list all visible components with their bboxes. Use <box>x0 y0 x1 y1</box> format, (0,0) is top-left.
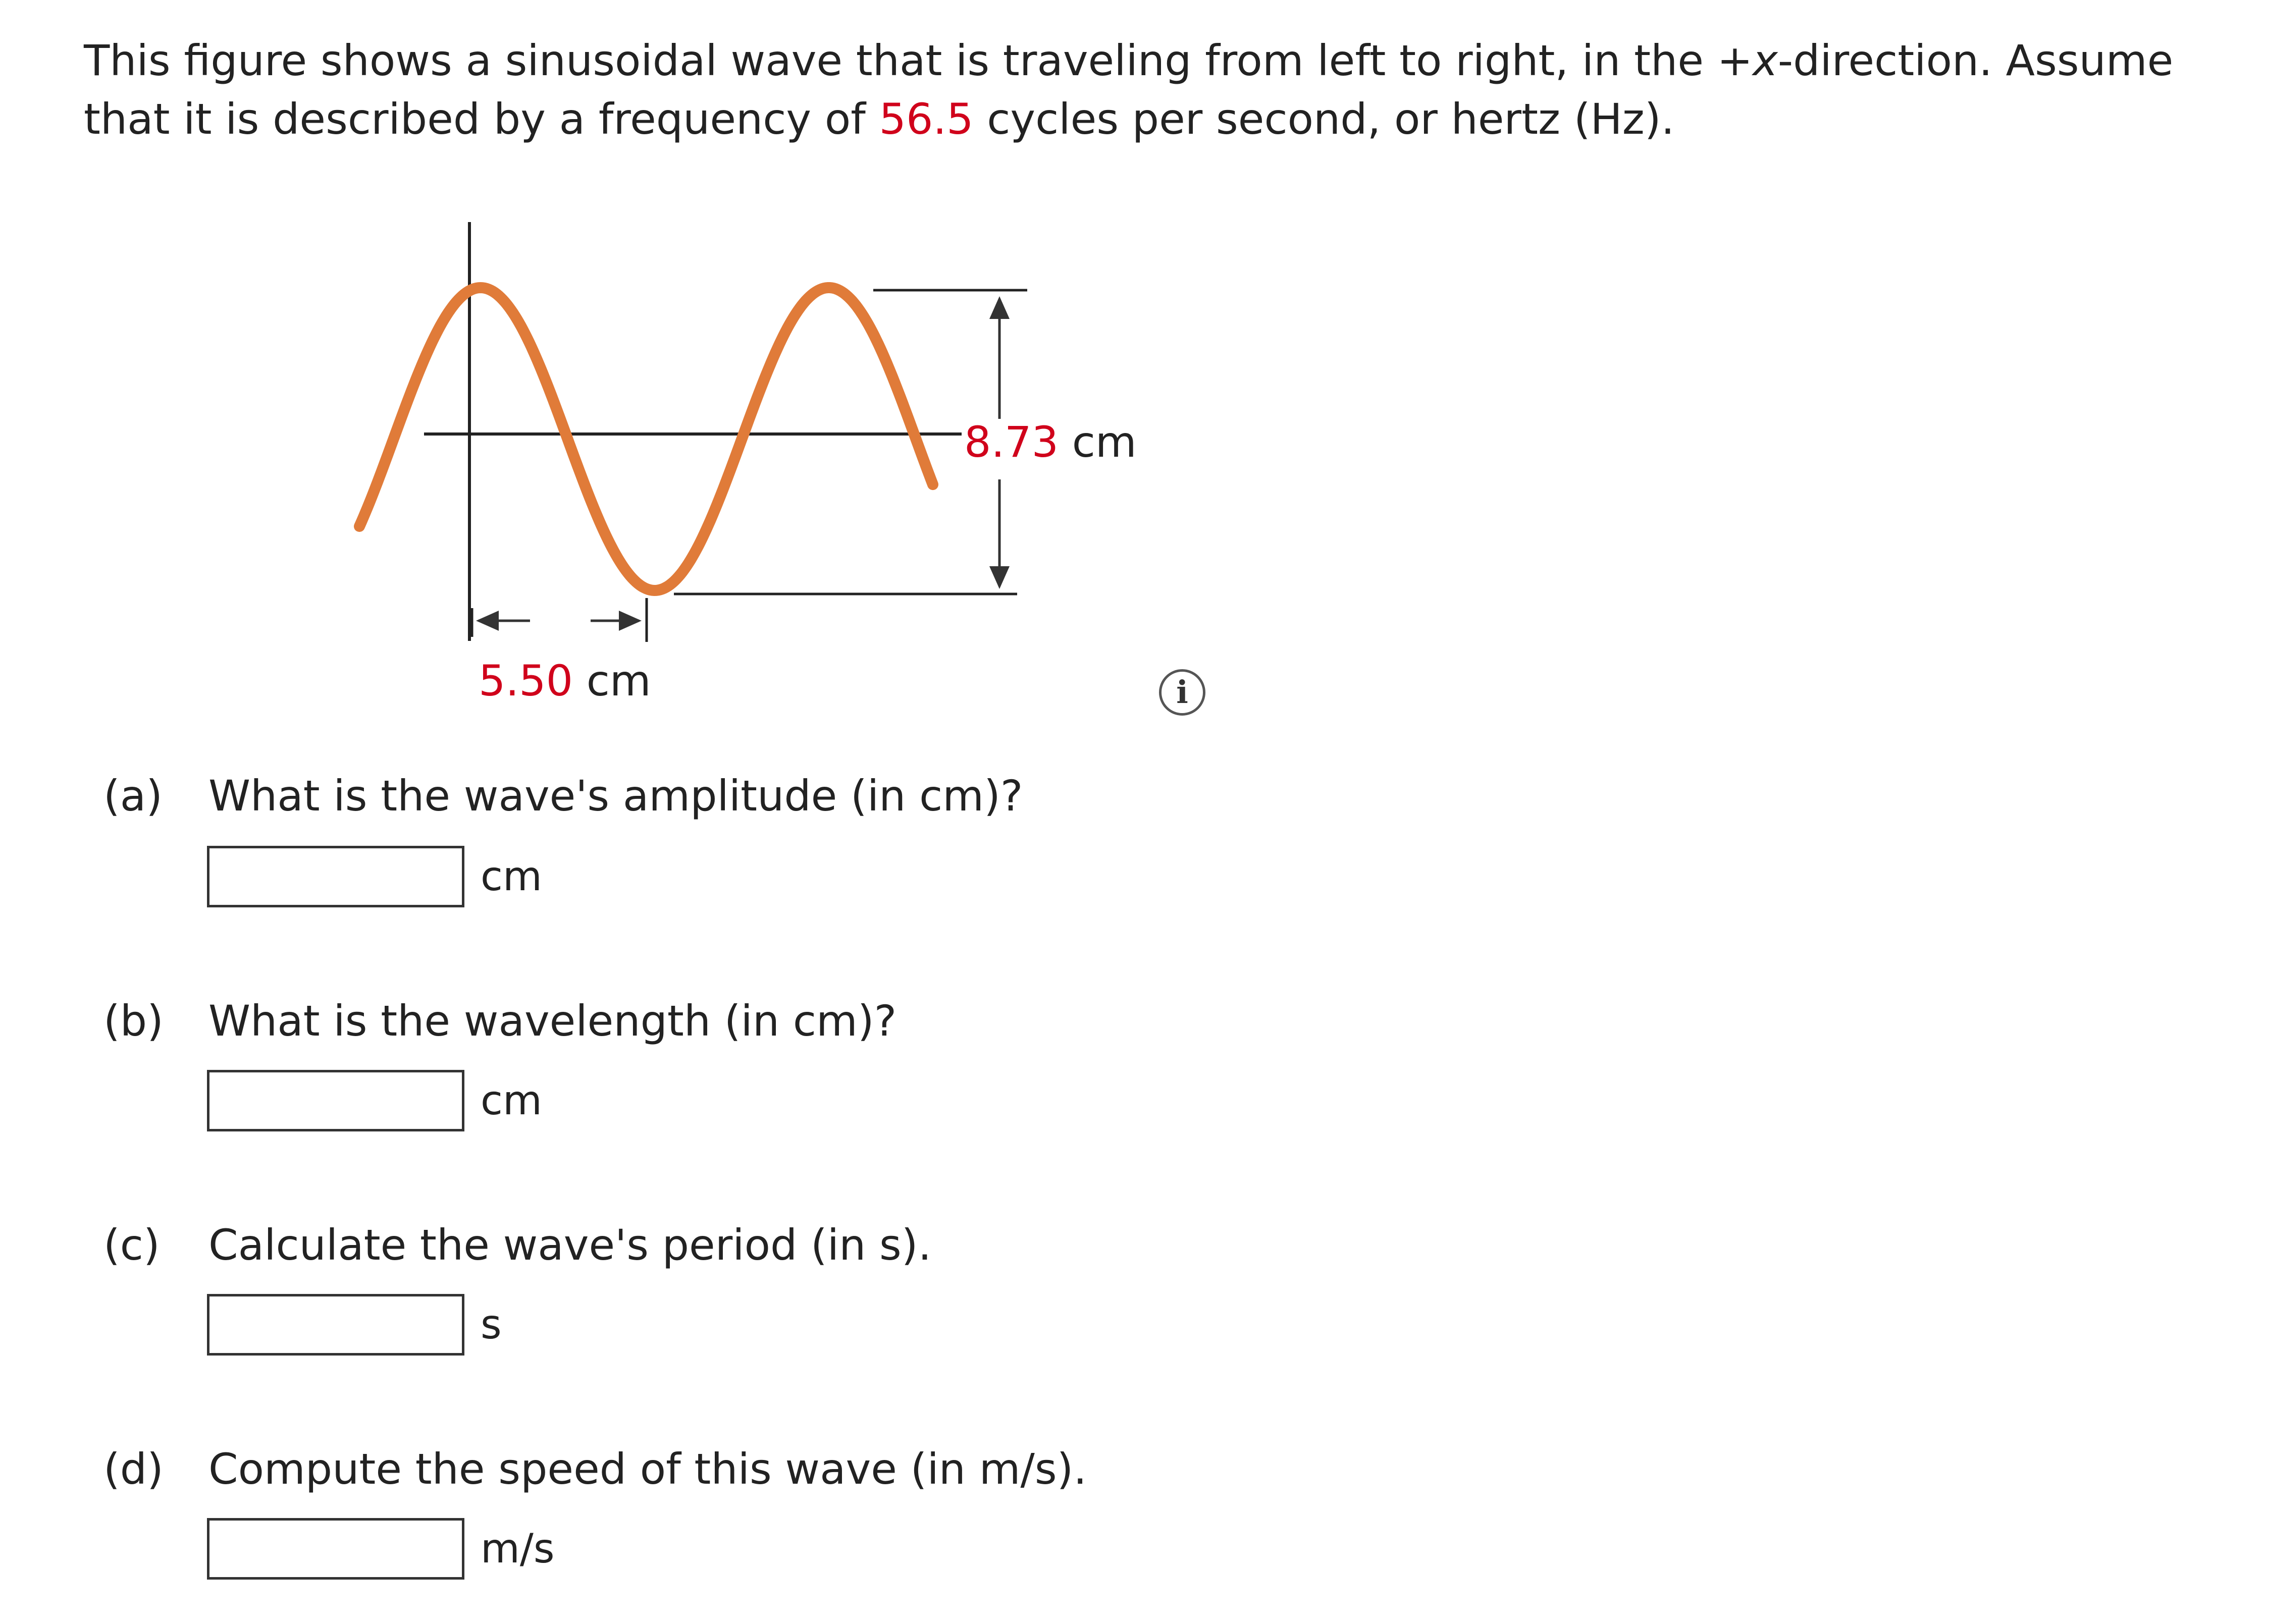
question-label: (a) <box>103 771 163 821</box>
question-text: Calculate the wave's period (in s). <box>208 1220 932 1270</box>
sine-wave <box>359 288 933 590</box>
height-label: 8.73 cm <box>964 417 1137 467</box>
statement-x-variable: x <box>1753 36 1778 85</box>
period-answer-input[interactable] <box>207 1294 464 1356</box>
question-label: (b) <box>103 996 164 1046</box>
question-label: (d) <box>103 1444 164 1494</box>
width-label: 5.50 cm <box>479 656 651 706</box>
wavelength-answer-input[interactable] <box>207 1070 464 1131</box>
frequency-value: 56.5 <box>879 94 974 144</box>
statement-text-2: -direction. Assume that it is described by a frequency of <box>84 36 2174 144</box>
info-icon[interactable]: i <box>1159 669 1205 716</box>
period-unit: s <box>481 1301 502 1348</box>
statement-text-1: This figure shows a sinusoidal wave that is traveling from left to right, in the + <box>84 36 1753 85</box>
question-text: Compute the speed of this wave (in m/s). <box>208 1444 1087 1494</box>
speed-unit: m/s <box>481 1525 555 1572</box>
question-label: (c) <box>103 1220 160 1270</box>
amplitude-unit: cm <box>481 853 542 900</box>
amplitude-answer-input[interactable] <box>207 846 464 907</box>
statement-text-3: cycles per second, or hertz (Hz). <box>973 94 1675 144</box>
question-text: What is the wavelength (in cm)? <box>208 996 897 1046</box>
speed-answer-input[interactable] <box>207 1518 464 1580</box>
wavelength-unit: cm <box>481 1077 542 1124</box>
question-text: What is the wave's amplitude (in cm)? <box>208 771 1023 821</box>
